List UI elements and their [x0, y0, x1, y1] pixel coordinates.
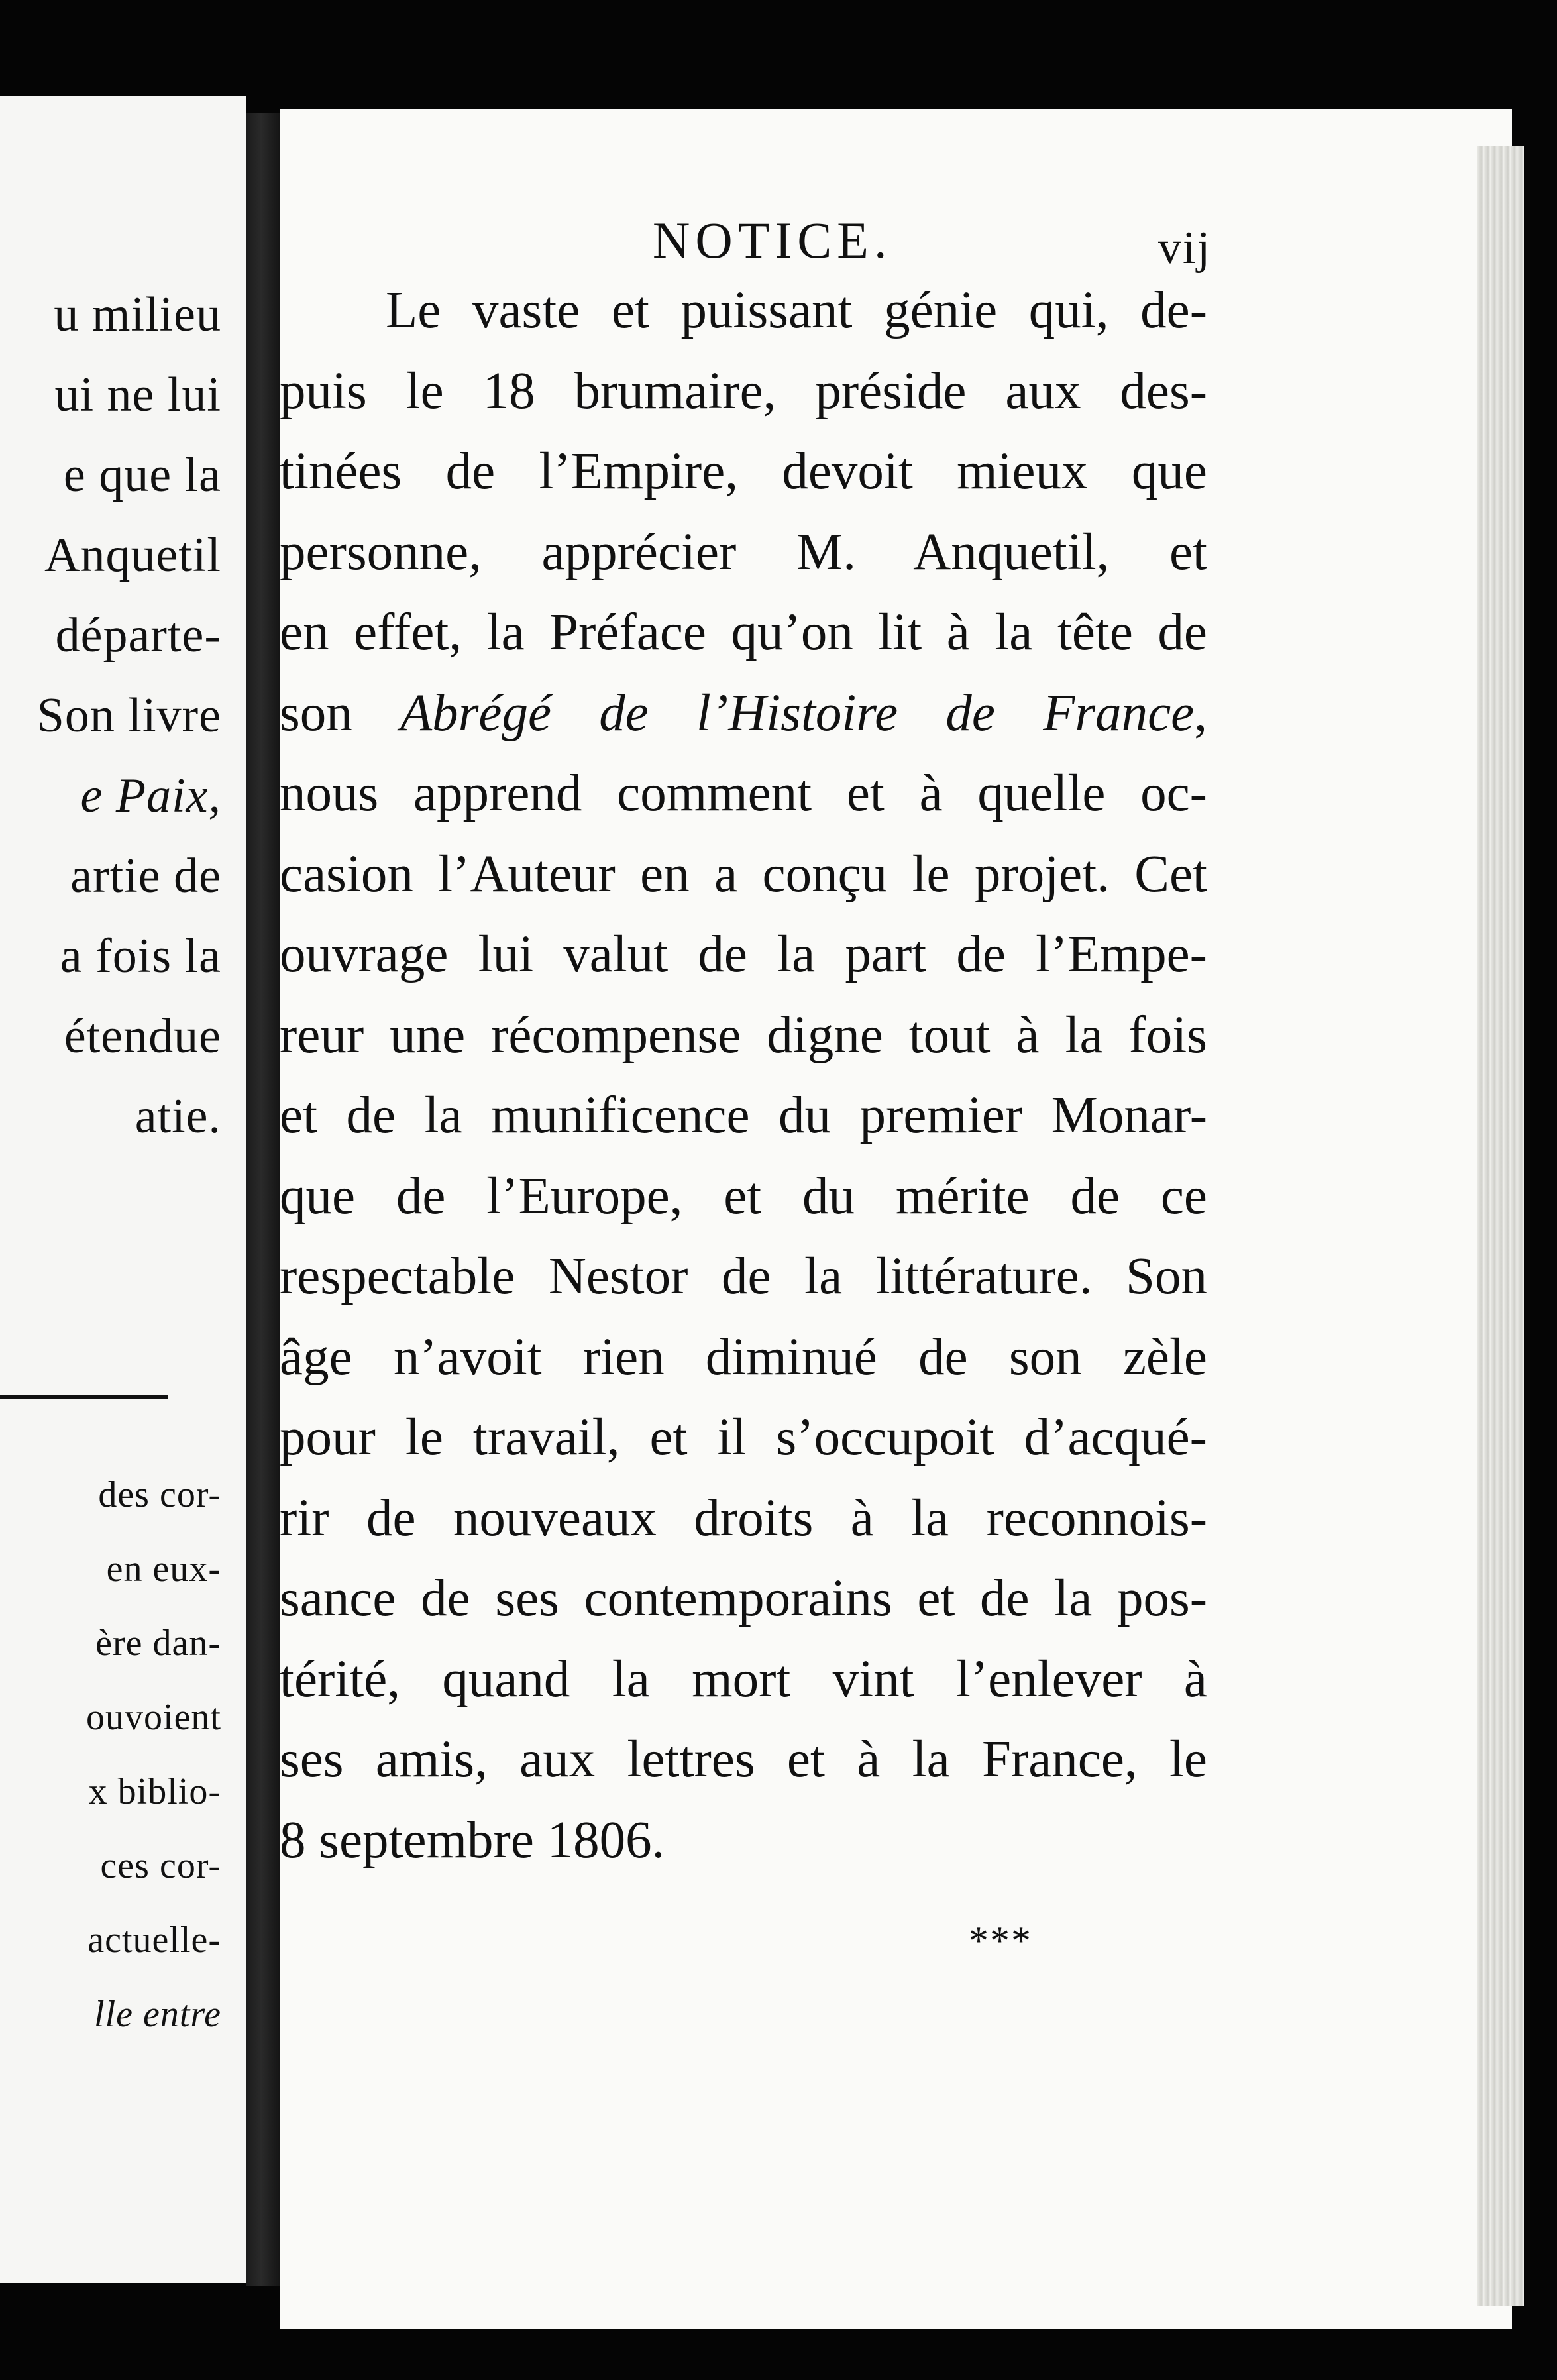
body-line: [280, 673, 1207, 754]
body-line: [280, 270, 1207, 351]
left-page-footnote-line: actuelle-: [87, 1920, 221, 1961]
body-line: [280, 1075, 1207, 1156]
left-page-line: Anquetil: [44, 528, 221, 582]
body-line-text: personne, apprécier M. Anquetil, et: [280, 523, 1207, 581]
body-line: [280, 1558, 1207, 1639]
body-line-text: que de l’Europe, et du mérite de ce: [280, 1167, 1207, 1225]
body-line: [280, 1236, 1207, 1317]
body-line: [280, 1156, 1207, 1237]
left-page-line: ui ne lui: [54, 368, 221, 422]
left-page-footnote-line: ces cor-: [100, 1845, 221, 1886]
body-line: [280, 914, 1207, 995]
left-page-footnote-line: x biblio-: [88, 1771, 221, 1812]
left-page-line: étendue: [64, 1009, 221, 1063]
book-gutter: [246, 113, 283, 2286]
left-page-footnotes: [86, 1458, 221, 2051]
left-page-footnote-line: en eux-: [106, 1548, 221, 1590]
body-line: [280, 995, 1207, 1076]
footnote-rule: [0, 1395, 168, 1399]
page-edges: [1477, 146, 1524, 2306]
left-page-line: e Paix,: [80, 769, 221, 823]
left-page-line: Son livre: [36, 688, 221, 743]
left-page-line: u milieu: [54, 288, 221, 342]
body-line-text: puis le 18 brumaire, préside aux des-: [280, 362, 1207, 420]
body-line-text: casion l’Auteur en a conçu le projet. Cet: [280, 845, 1207, 903]
left-page-line: départe-: [55, 608, 221, 663]
body-line: [280, 1478, 1207, 1559]
body-line-text: pour le travail, et il s’occupoit d’acqué-: [280, 1409, 1207, 1466]
body-line-text: sance de ses contemporains et de la pos-: [280, 1570, 1207, 1627]
body-line: [280, 512, 1207, 593]
body-line: [280, 1639, 1207, 1720]
body-line-text: ,: [1194, 684, 1207, 742]
left-page-line: a fois la: [60, 929, 221, 983]
body-line-text: tinées de l’Empire, devoit mieux que: [280, 443, 1207, 500]
body-line-text: âge n’avoit rien diminué de son zèle: [280, 1328, 1207, 1386]
left-page-footnote-line: lle entre: [94, 1994, 221, 2035]
left-page-line: artie de: [70, 849, 221, 903]
left-page-footnote-line: ère dan-: [95, 1623, 221, 1664]
body-line: [280, 1800, 1207, 1881]
left-page-line: atie.: [134, 1089, 221, 1144]
body-line-text: rir de nouveaux droits à la reconnois-: [280, 1489, 1207, 1547]
left-page-text: [37, 275, 221, 1157]
body-line: [280, 1719, 1207, 1800]
body-line: [280, 431, 1207, 512]
book-title-italic: Abrégé de l’Histoire de France: [400, 684, 1195, 742]
body-line-text: Le vaste et puissant génie qui, de-: [386, 282, 1207, 339]
body-line: [280, 351, 1207, 432]
body-line-text: son: [280, 684, 400, 742]
left-page-footnote-line: des cor-: [98, 1474, 221, 1515]
left-facing-page: [0, 96, 246, 2283]
notice-body-text: [280, 270, 1207, 1880]
signature-asterisks: ***: [969, 1919, 1032, 1963]
left-page-footnote-line: ouvoient: [86, 1697, 221, 1738]
body-line: [280, 592, 1207, 673]
running-head: NOTICE.: [653, 211, 892, 269]
body-line: [280, 753, 1207, 834]
body-line: [280, 834, 1207, 915]
body-line-text: nous apprend comment et à quelle oc-: [280, 765, 1207, 822]
body-line-text: 8 septembre 1806.: [280, 1811, 665, 1869]
body-line-text: térité, quand la mort vint l’enlever à: [280, 1650, 1207, 1708]
body-line-text: ouvrage lui valut de la part de l’Empe-: [280, 926, 1207, 983]
body-line-text: ses amis, aux lettres et à la France, le: [280, 1731, 1207, 1788]
left-page-line: e que la: [63, 448, 221, 502]
page-number: vij: [1158, 223, 1211, 274]
body-line-text: respectable Nestor de la littérature. Son: [280, 1248, 1207, 1305]
body-line: [280, 1397, 1207, 1478]
body-line-text: en effet, la Préface qu’on lit à la tête de: [280, 604, 1207, 661]
body-line: [280, 1317, 1207, 1398]
body-line-text: et de la munificence du premier Monar-: [280, 1087, 1207, 1144]
body-line-text: reur une récompense digne tout à la fois: [280, 1006, 1207, 1064]
